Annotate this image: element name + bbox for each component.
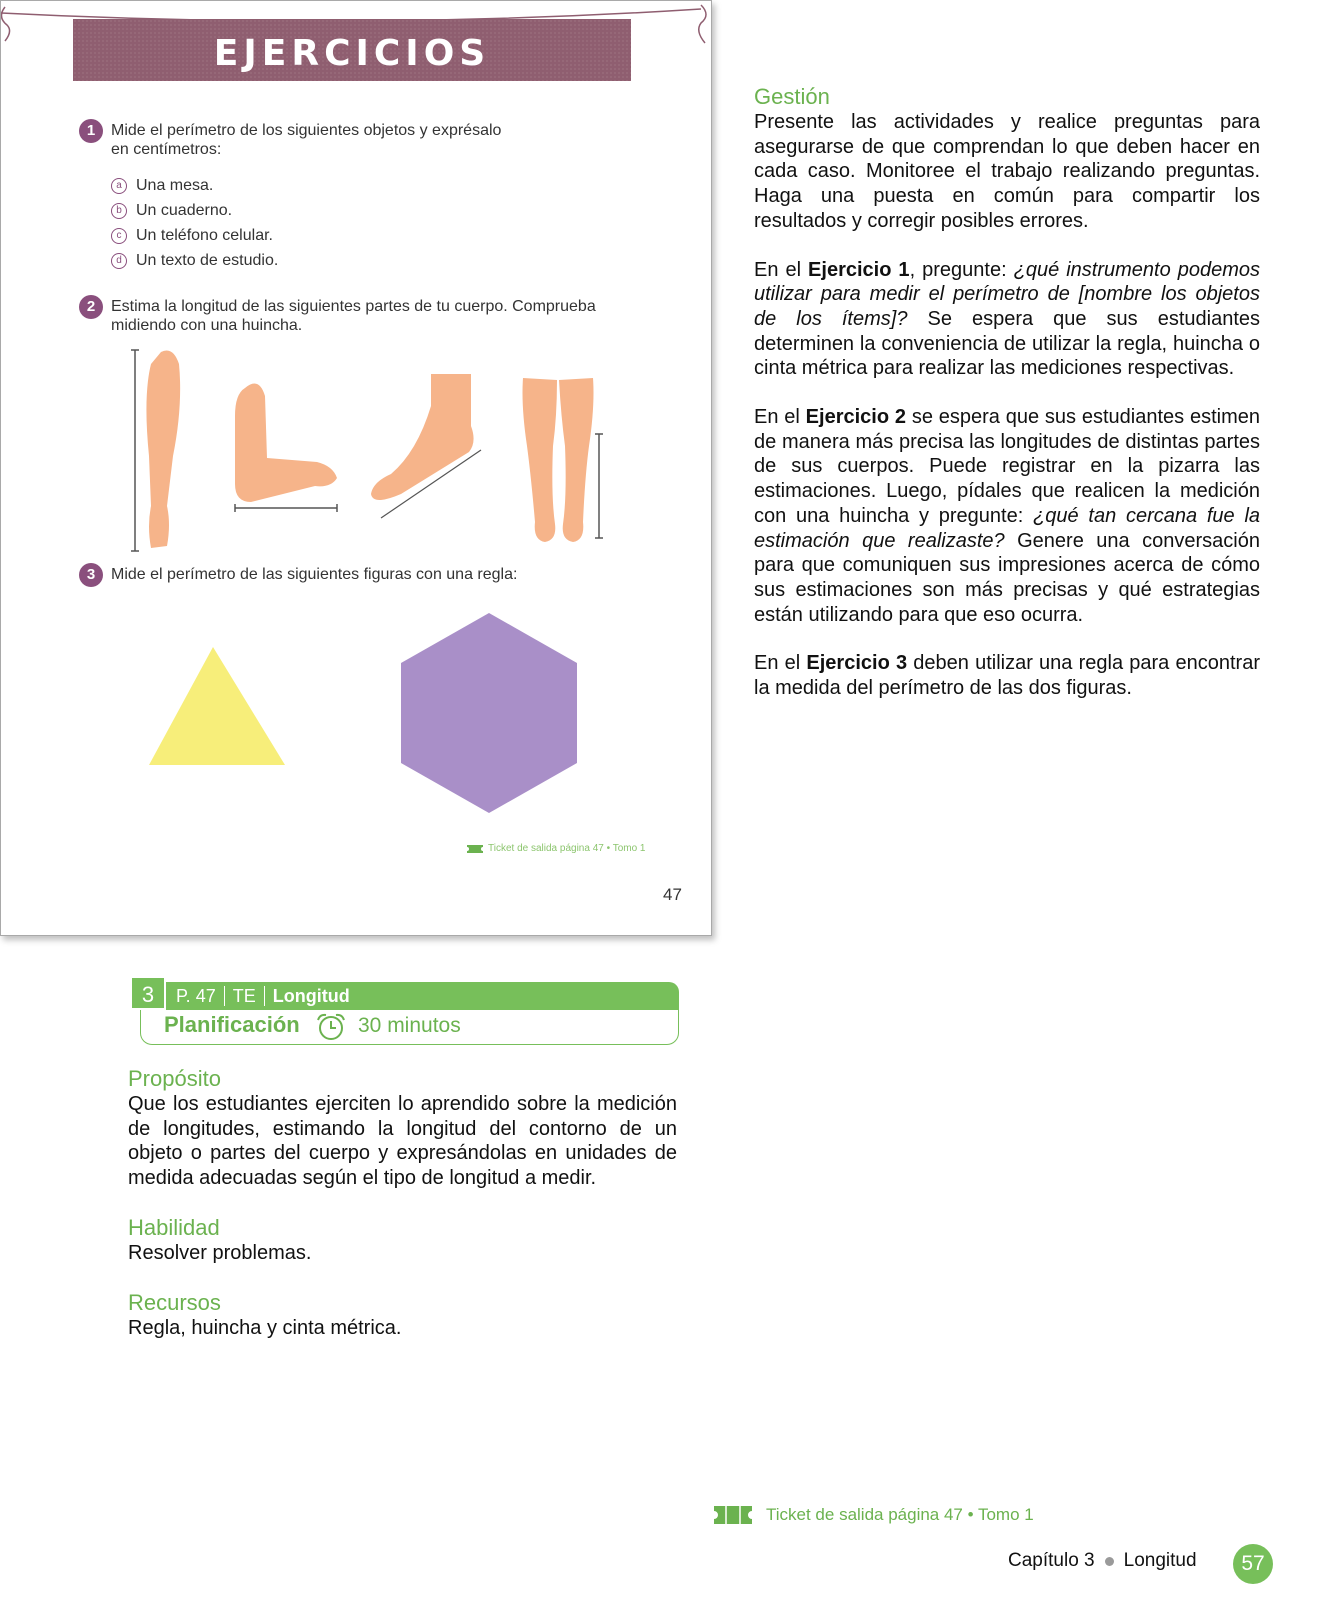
exercise-2-ref: Ejercicio 2 xyxy=(805,406,906,429)
exercises-banner xyxy=(73,19,631,81)
ticket-small xyxy=(467,843,646,854)
recursos-text: Regla, huincha y cinta métrica. xyxy=(128,1316,402,1339)
footer-page-number: 57 xyxy=(1233,1544,1273,1584)
footer-chapter-label: Capítulo 3 xyxy=(1008,1550,1095,1571)
exercise-2-number: 2 xyxy=(79,295,103,319)
item-letter: b xyxy=(111,203,127,219)
gestion-paragraph-3: En el Ejercicio 2 se espera que sus estudiantes estimen de manera más precisa las longitudes de distintas partes de sus cuerpos. Puede registrar en la pizarra las estimaciones. Luego, pídales que realicen la medición con una huincha y pregunte: ¿qué tan cercana fue la estimación que realizaste? Genere una conversación para que comuniquen sus impresiones acerca de cómo sus estimaciones son más precisas y qué estrategias están utilizando para que eso ocurra. xyxy=(754,406,1261,626)
question-italic: ¿qué tan cercana fue la estimación que realizaste? xyxy=(754,504,1261,552)
exercise-1-text-line2: en centímetros: xyxy=(111,141,222,158)
student-page-number: 47 xyxy=(663,885,682,904)
item-text: Un teléfono celular. xyxy=(136,226,273,244)
planning-header xyxy=(130,976,679,1048)
footer-ticket-text: Ticket de salida página 47 • Tomo 1 xyxy=(766,1505,1034,1524)
footer-ticket xyxy=(714,1505,1034,1525)
gestion-paragraph-2: En el Ejercicio 1, pregunte: ¿qué instrumento podemos utilizar para medir el perímetro de [nombre los objetos de los ítems]? Se espera que sus estudiantes determinen la conveniencia de utilizar la regla, huincha o cinta métrica para realizar las mediciones respectivas. xyxy=(754,258,1261,380)
student-page-thumbnail xyxy=(0,0,712,936)
planning-details xyxy=(128,1066,677,1340)
exercise-3-number: 3 xyxy=(79,563,103,587)
shapes-illustration xyxy=(141,611,591,821)
exercise-1-ref: Ejercicio 1 xyxy=(808,258,910,281)
list-item xyxy=(111,248,278,273)
recursos-heading: Recursos xyxy=(128,1289,221,1315)
exercise-1 xyxy=(79,119,679,163)
proposito-text: Que los estudiantes ejerciten lo aprendido sobre la medición de longitudes, estimando la longitud del contorno de un objeto o partes del cuerpo y expresándolas en unidades de medida adecuadas según el tipo de longitud a medir. xyxy=(128,1093,677,1190)
footer-chapter xyxy=(1008,1550,1197,1572)
list-item xyxy=(111,223,278,248)
exercise-1-text-line1: Mide el perímetro de los siguientes objetos y exprésalo xyxy=(111,122,502,139)
alarm-clock-icon xyxy=(314,1012,348,1042)
foot-illustration xyxy=(371,374,481,518)
planning-number: 3 xyxy=(130,976,166,1010)
legs-illustration xyxy=(523,378,604,542)
exercise-3-text: Mide el perímetro de las siguientes figuras con una regla: xyxy=(111,566,518,583)
ticket-icon xyxy=(467,845,483,853)
gestion-paragraph-4: En el Ejercicio 3 deben utilizar una regla para encontrar la medida del perímetro de las dos figuras. xyxy=(754,652,1260,700)
planning-label: Planificación xyxy=(164,1012,300,1037)
exercise-2 xyxy=(79,295,699,339)
exercise-1-number: 1 xyxy=(79,119,103,143)
habilidad-heading: Habilidad xyxy=(128,1214,220,1240)
proposito-heading: Propósito xyxy=(128,1066,221,1091)
gestion-paragraph-1: Presente las actividades y realice preguntas para asegurarse de que comprendan lo que deben hacer en cada caso. Monitoree el trabajo realizando preguntas. Haga una puesta en común para compartir los resultados y corregir posibles errores. xyxy=(754,111,1260,232)
item-text: Un texto de estudio. xyxy=(136,251,279,269)
item-text: Una mesa. xyxy=(136,176,214,194)
bullet-dot xyxy=(1105,1557,1114,1566)
body-parts-illustration xyxy=(121,346,641,556)
habilidad-text: Resolver problemas. xyxy=(128,1241,312,1264)
planning-te: TE xyxy=(232,985,256,1006)
exercise-2-text-line2: midiendo con una huincha. xyxy=(111,317,303,334)
item-letter: c xyxy=(111,228,127,244)
ticket-icon xyxy=(714,1506,752,1524)
planning-top-bar xyxy=(166,982,679,1010)
footer-topic: Longitud xyxy=(1123,1550,1197,1571)
hexagon-shape xyxy=(401,613,577,813)
exercise-3 xyxy=(79,563,679,589)
banner-title: EJERCICIOS xyxy=(213,33,491,74)
gestion-heading: Gestión xyxy=(754,84,830,109)
list-item xyxy=(111,198,278,223)
item-letter: d xyxy=(111,253,127,269)
list-item xyxy=(111,173,278,198)
gestion-section xyxy=(754,84,1260,701)
exercise-3-ref: Ejercicio 3 xyxy=(806,652,908,675)
question-italic: ¿qué instrumento podemos utilizar para medir el perímetro de [nombre los objetos de los ítems]? xyxy=(754,258,1261,330)
bent-arm-illustration xyxy=(235,384,337,513)
ticket-small-text: Ticket de salida página 47 • Tomo 1 xyxy=(488,843,646,854)
item-letter: a xyxy=(111,178,127,194)
exercise-2-text-line1: Estima la longitud de las siguientes partes de tu cuerpo. Comprueba xyxy=(111,298,596,315)
planning-time: 30 minutos xyxy=(358,1014,461,1037)
exercise-1-items xyxy=(111,173,278,273)
arm-illustration xyxy=(131,350,180,551)
planning-topic: Longitud xyxy=(272,985,350,1006)
item-text: Un cuaderno. xyxy=(136,201,233,219)
triangle-shape xyxy=(149,647,285,765)
planning-page-ref: P. 47 xyxy=(176,985,216,1006)
